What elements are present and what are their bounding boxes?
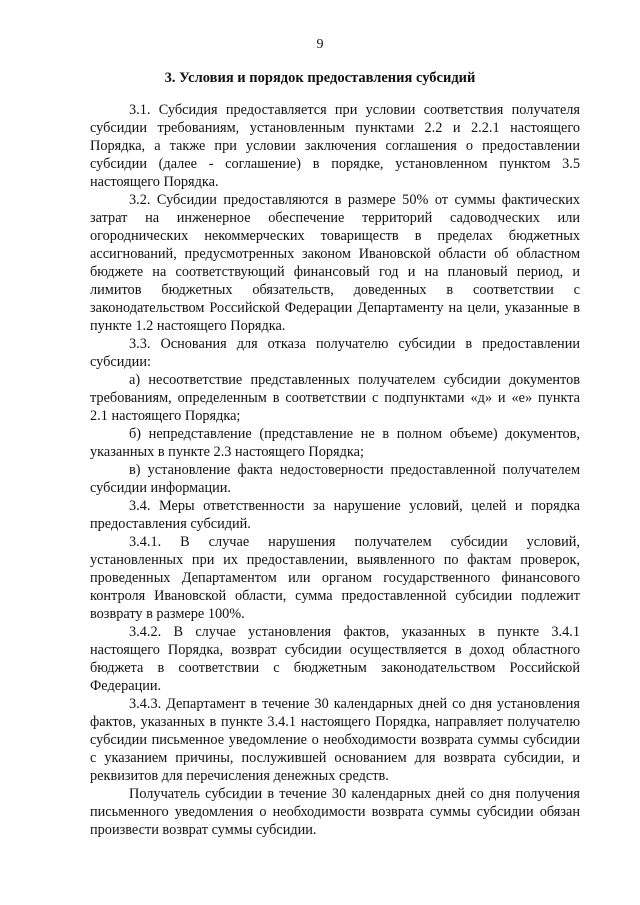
page-number: 9 <box>316 37 324 52</box>
section-body <box>90 101 580 839</box>
paragraph-3-3-b: б) непредставление (представление не в полном объеме) документов, указанных в пункте 2.3 настоящего Порядка; <box>90 426 580 460</box>
paragraph-3-4: 3.4. Меры ответственности за нарушение условий, целей и порядка предоставления субсидий. <box>90 498 580 532</box>
section-title: 3. Условия и порядок предоставления субсидий <box>164 70 476 86</box>
paragraph-3-4-2: 3.4.2. В случае установления фактов, указанных в пункте 3.4.1 настоящего Порядка, возврат субсидии осуществляется в доход областного бюджета в соответствии с бюджетным законодательством Российской Федерации. <box>90 624 580 694</box>
paragraph-3-2: 3.2. Субсидии предоставляются в размере 50% от суммы фактических затрат на инженерное обеспечение территорий садоводческих или огороднических некоммерческих товариществ в пределах бюджетных ассигнований, предусмотренных законом Ивановской области об областном бюджете на соответствующий финансовый год и на плановый период, и лимитов бюджетных обязательств, доведенных в соответствии с законодательством Российской Федерации Департаменту на цели, указанные в пункте 1.2 настоящего Порядка. <box>90 192 580 334</box>
paragraph-3-3-c: в) установление факта недостоверности предоставленной получателем субсидии информации. <box>90 462 580 496</box>
paragraph-3-4-1: 3.4.1. В случае нарушения получателем субсидии условий, установленных при их предоставлении, выявленного по фактам проверок, проведенных Департаментом или органом государственного финансового контроля Ивановской области, сумма предоставленной субсидии подлежит возврату в размере 100%. <box>90 534 580 622</box>
paragraph-3-4-3: 3.4.3. Департамент в течение 30 календарных дней со дня установления фактов, указанных в пункте 3.4.1 настоящего Порядка, направляет получателю субсидии письменное уведомление о необходимости возврата суммы субсидии с указанием причины, послужившей основанием для возврата субсидии, и реквизитов для перечисления денежных средств. <box>90 696 580 784</box>
paragraph-3-3-a: а) несоответствие представленных получателем субсидии документов требованиям, определенным в соответствии с подпунктами «д» и «е» пункта 2.1 настоящего Порядка; <box>90 372 580 424</box>
paragraph-3-1: 3.1. Субсидия предоставляется при условии соответствия получателя субсидии требованиям, установленным пунктами 2.2 и 2.2.1 настоящего Порядка, а также при условии заключения соглашения о предоставлении субсидии (далее - соглашение) в порядке, установленном пунктом 3.5 настоящего Порядка. <box>90 102 580 190</box>
paragraph-refund-obligation: Получатель субсидии в течение 30 календарных дней со дня получения письменного уведомления о необходимости возврата суммы субсидии обязан произвести возврат суммы субсидии. <box>90 786 580 838</box>
paragraph-3-3: 3.3. Основания для отказа получателю субсидии в предоставлении субсидии: <box>90 336 580 370</box>
